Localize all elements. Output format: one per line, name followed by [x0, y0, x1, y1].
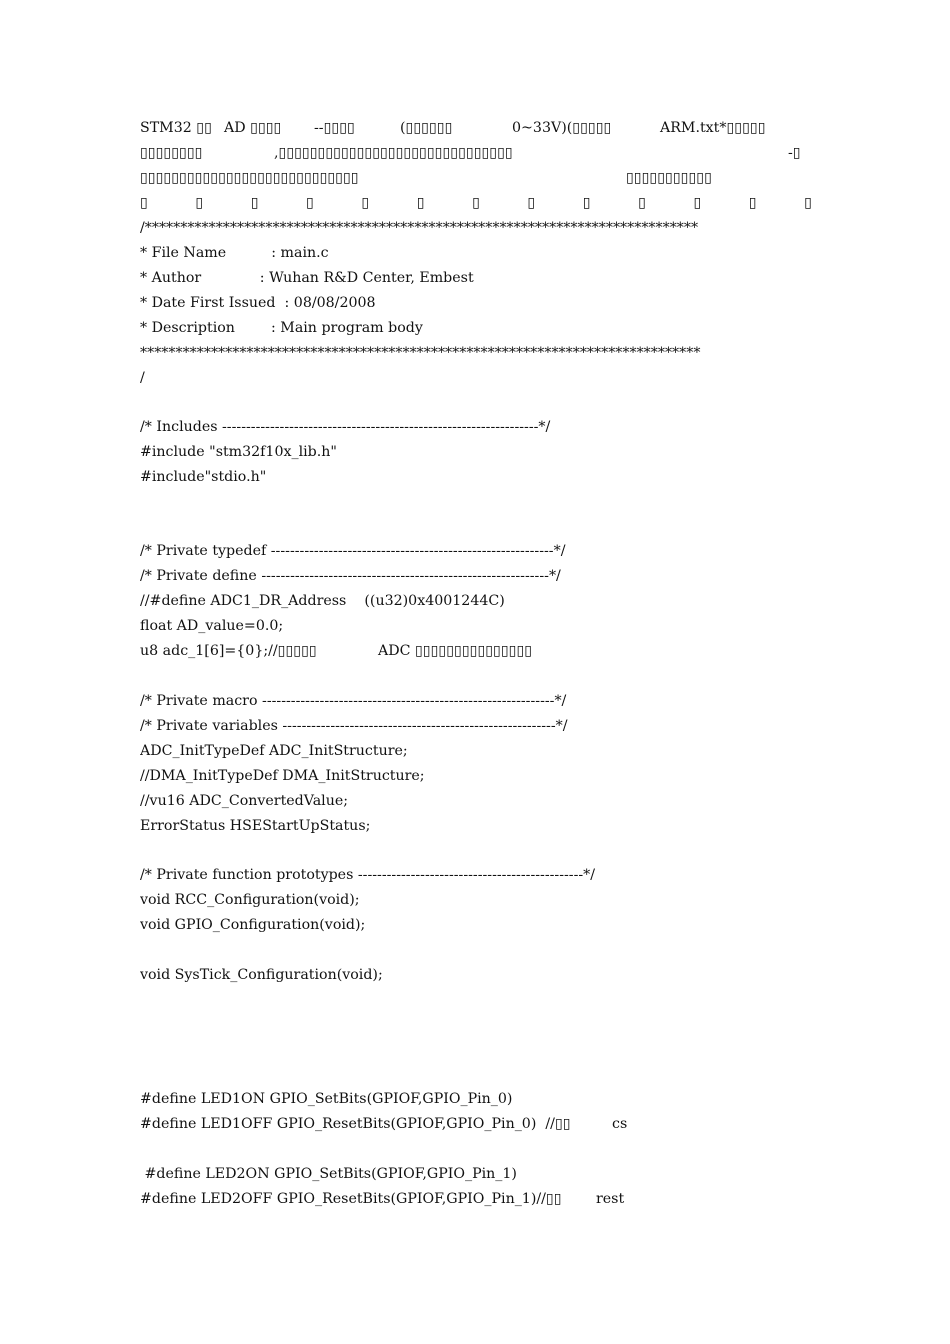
code-seg: #define LED2OFF GPIO_ResetBits(GPIOF,GPIO_Pin_1)//▯▯ — [140, 1191, 562, 1207]
date-issued-line: * Date First Issued : 08/08/2008 — [140, 295, 376, 311]
includes-comment: /* Includes ------------------------------------------------------------------*/ — [140, 419, 551, 435]
comment-stars-top: /****************************************************************************** — [140, 220, 699, 236]
title-line-3 — [140, 167, 812, 189]
define-comment: /* Private define ------------------------------------------------------------*/ — [140, 568, 561, 584]
glyph: ▯ — [195, 195, 204, 211]
float-line: float AD_value=0.0; — [140, 618, 284, 634]
code-seg: ADC ▯▯▯▯▯▯▯▯▯▯▯▯▯▯▯ — [378, 643, 533, 659]
file-name-line: * File Name : main.c — [140, 245, 329, 261]
led1off-line — [140, 1113, 812, 1135]
code-seg: u8 adc_1[6]={0};//▯▯▯▯▯ — [140, 643, 317, 659]
glyph: ▯ — [804, 195, 812, 211]
comment-slash: / — [140, 370, 145, 386]
glyph: ▯ — [748, 195, 757, 211]
vu16-line: //vu16 ADC_ConvertedValue; — [140, 793, 349, 809]
include-line: #include "stm32f10x_lib.h" — [140, 444, 337, 460]
title-seg: STM32 ▯▯ — [140, 120, 212, 136]
rcc-proto-line: void RCC_Configuration(void); — [140, 892, 360, 908]
title-seg: ▯▯▯▯▯▯▯▯▯▯▯ — [626, 170, 712, 186]
glyph: ▯ — [306, 195, 314, 211]
gpio-proto-line: void GPIO_Configuration(void); — [140, 917, 366, 933]
glyph: ▯ — [527, 195, 536, 211]
comment-stars-bottom: ******************************************************************************* — [140, 345, 701, 361]
code-seg: cs — [612, 1116, 628, 1132]
title-seg: 0~33V)(▯▯▯▯▯ — [512, 120, 612, 136]
title-seg: ARM.txt*▯▯▯▯▯ — [660, 120, 766, 136]
title-seg: --▯▯▯▯ — [314, 120, 355, 136]
led2off-line — [140, 1188, 812, 1210]
macro-comment: /* Private macro -------------------------------------------------------------*/ — [140, 693, 567, 709]
title-line-1 — [140, 117, 812, 139]
led2on-line: #define LED2ON GPIO_SetBits(GPIOF,GPIO_Pin_1) — [140, 1166, 517, 1182]
code-seg: rest — [596, 1191, 625, 1207]
u8-line — [140, 640, 812, 662]
glyph: ▯ — [472, 195, 480, 211]
error-status-line: ErrorStatus HSEStartUpStatus; — [140, 818, 371, 834]
glyph: ▯ — [582, 195, 591, 211]
title-seg: ▯▯▯▯▯▯▯▯▯▯▯▯▯▯▯▯▯▯▯▯▯▯▯▯▯▯▯▯ — [140, 170, 359, 186]
title-seg: ▯▯▯▯▯▯▯▯ — [140, 145, 203, 161]
title-seg: (▯▯▯▯▯▯ — [400, 120, 453, 136]
glyph: ▯ — [416, 195, 425, 211]
dma-init-line: //DMA_InitTypeDef DMA_InitStructure; — [140, 768, 425, 784]
prototypes-comment: /* Private function prototypes -----------------------------------------------*/ — [140, 867, 596, 883]
glyph: ▯ — [361, 195, 370, 211]
title-seg: -▯ — [788, 145, 801, 161]
variables-comment: /* Private variables ---------------------------------------------------------*/ — [140, 718, 568, 734]
systick-proto-line: void SysTick_Configuration(void); — [140, 967, 383, 983]
glyph: ▯ — [250, 195, 259, 211]
title-line-4 — [140, 192, 812, 214]
title-seg: ,▯▯▯▯▯▯▯▯▯▯▯▯▯▯▯▯▯▯▯▯▯▯▯▯▯▯▯▯▯▯ — [274, 145, 513, 161]
led1on-line: #define LED1ON GPIO_SetBits(GPIOF,GPIO_Pin_0) — [140, 1091, 513, 1107]
include-line: #include"stdio.h" — [140, 469, 267, 485]
adc-init-line: ADC_InitTypeDef ADC_InitStructure; — [140, 743, 408, 759]
description-line: * Description : Main program body — [140, 320, 423, 336]
title-seg: AD ▯▯▯▯ — [224, 120, 282, 136]
code-seg: #define LED1OFF GPIO_ResetBits(GPIOF,GPIO_Pin_0) //▯▯ — [140, 1116, 571, 1132]
glyph: ▯ — [693, 195, 702, 211]
author-line: * Author : Wuhan R&D Center, Embest — [140, 270, 474, 286]
glyph: ▯ — [140, 195, 148, 211]
adc-define-line: //#define ADC1_DR_Address ((u32)0x4001244C) — [140, 593, 505, 609]
glyph: ▯ — [638, 195, 646, 211]
typedef-comment: /* Private typedef -----------------------------------------------------------*/ — [140, 543, 566, 559]
title-line-2 — [140, 142, 812, 164]
